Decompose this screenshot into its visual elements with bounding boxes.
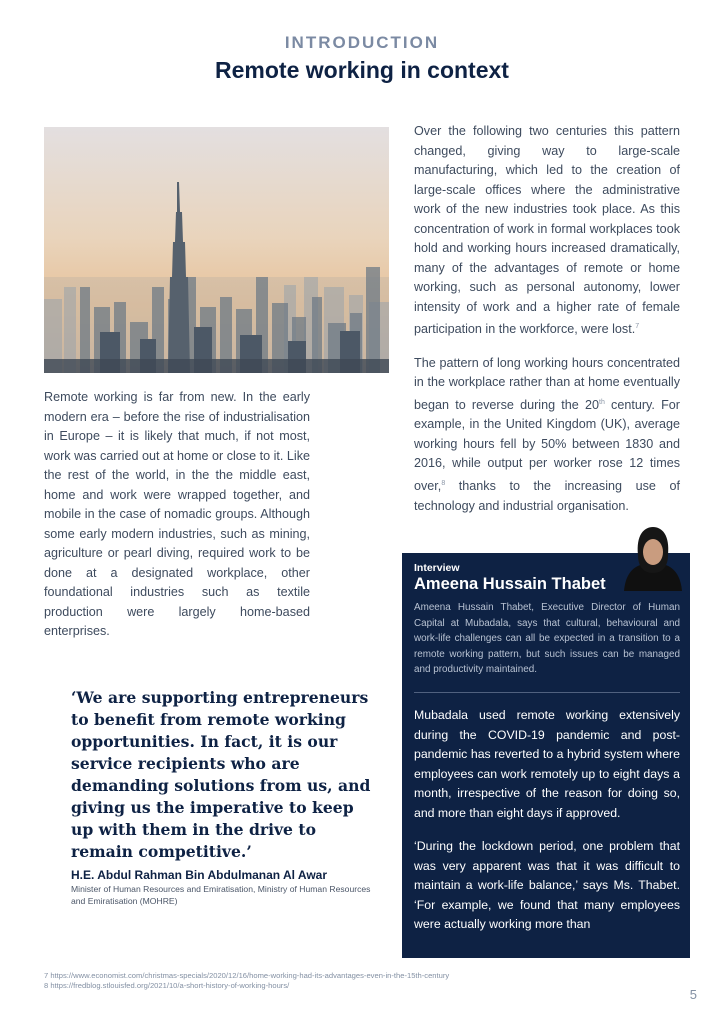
right-paragraph-2: The pattern of long working hours concentrated in the workplace rather than at home eventually began to reverse during the 20th century. For example, in the United Kingdom (UK), average working hours fell by 50% between 1830 and 2016, while output per worker rose 12 times over,$^8$ thanks to the increasing use of technology and industrial organisation. <box>414 355 680 513</box>
page-number: 5 <box>689 987 697 1002</box>
quote-author: H.E. Abdul Rahman Bin Abdulmanan Al Awar <box>71 868 328 882</box>
footnote-ref-7: 7 <box>635 323 640 330</box>
footnote-7: 7 https://www.economist.com/christmas-specials/2020/12/16/home-working-had-its-advantages-even-in-the-15th-century <box>44 971 450 980</box>
footnote-ref-8: 8 <box>441 479 446 487</box>
interview-divider <box>414 692 680 693</box>
intro-paragraph: Remote working is far from new. In the early modern era – before the rise of industrialisation in Europe – it is likely that much, if not most, work was carried out at home or close to it. Like the rest of the world, in the the middle east, home and work were wrapped together, and mobile in the case of nomadic groups. Although some early modern industries, such as mining, agriculture or pearl diving, required work to be done at a designated workplace, other foundational industries such as textile production were largely home-based enterprises. <box>44 390 310 638</box>
footnotes <box>44 971 449 991</box>
section-label: INTRODUCTION <box>284 33 440 52</box>
interview-paragraph-1: Mubadala used remote working extensively during the COVID-19 pandemic and post-pandemic has reverted to a hybrid system where employees can work remotely up to eight days a month, irrespective of the reason for doing so, and more than eight days if approved. <box>414 708 680 820</box>
interview-paragraph-2: ‘During the lockdown period, one problem that was very apparent was that it was difficult to maintain a work-life balance,’ says Ms. Thabet. ‘For example, we found that many employees were actually working more than <box>414 839 680 931</box>
interview-body <box>414 706 680 949</box>
right-column-text <box>414 122 680 516</box>
quote-author-role: Minister of Human Resources and Emiratisation, Ministry of Human Resources and Emiratisation (MOHRE) <box>71 884 371 906</box>
footnote-8: 8 https://fredblog.stlouisfed.org/2021/10/a-short-history-of-working-hours/ <box>44 981 290 990</box>
interviewee-name: Ameena Hussain Thabet <box>414 575 606 593</box>
interview-box <box>402 553 690 958</box>
skyline-photo <box>44 127 389 373</box>
page-title: Remote working in context <box>215 57 509 83</box>
interview-kicker: Interview <box>414 562 460 574</box>
interviewee-portrait <box>618 525 688 591</box>
pull-quote: ‘We are supporting entrepreneurs to benefit from remote working opportunities. In fact, it is our service recipients who are demanding solutions from us, and giving us the imperative to keep up with them in the drive to remain competitive.’ <box>71 688 371 861</box>
right-paragraph-1: Over the following two centuries this pattern changed, giving way to large-scale manufacturing, which led to the creation of large-scale offices where the administrative work of the new industries took place. As this concentration of work in formal workplaces took hold and working hours increased dramatically, many of the advantages of remote or home working, such as personal autonomy, lower intensity of work and a higher rate of female participation in the workforce, were lost.$^7$ <box>414 124 680 337</box>
interview-intro: Ameena Hussain Thabet, Executive Director of Human Capital at Mubadala, says that cultural, behavioural and work-life challenges can all be expected in a transition to a remote working pattern, but such issues can be managed and productivity maintained. <box>414 602 680 676</box>
